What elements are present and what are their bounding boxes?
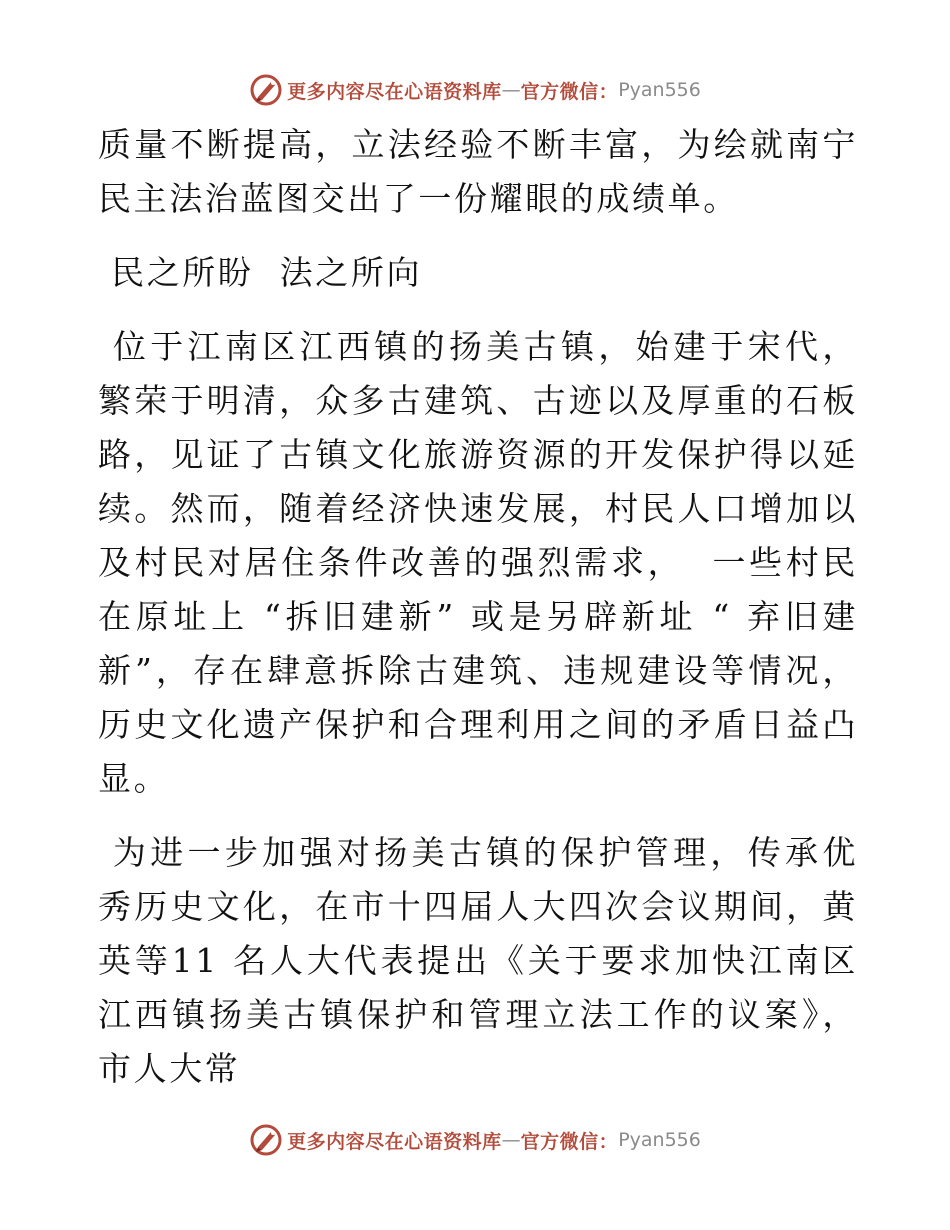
paragraph-2: 位于江南区江西镇的扬美古镇，始建于宋代，繁荣于明清，众多古建筑、古迹以及厚重的石板路，见证了古镇文化旅游资源的开发保护得以延续。然而，随着经济快速发展，村民人口增加以及村民对居住条件改善的强烈需求， 一些村民在原址上 “拆旧建新” 或是另辟新址 “ 弃旧建新”，存在肆意拆除古建筑、违规建设等情况，历史文化遗产保护和合理利用之间的矛盾日益凸显。 bbox=[98, 327, 859, 798]
banner-dash: — bbox=[501, 1129, 521, 1151]
banner-wechat-label: 官方微信： bbox=[520, 80, 619, 103]
document-body bbox=[98, 118, 858, 1116]
header-banner bbox=[0, 70, 950, 110]
pen-logo-icon bbox=[249, 73, 283, 107]
paragraph-3: 为进一步加强对扬美古镇的保护管理，传承优秀历史文化，在市十四届人大四次会议期间，黄英等11 名人大代表提出《关于要求加快江南区江西镇扬美古镇保护和管理立法工作的议案》，市人大常 bbox=[98, 833, 859, 1088]
pen-logo-icon bbox=[249, 1123, 283, 1157]
footer-banner bbox=[0, 1120, 950, 1160]
banner-lead-text: 更多内容尽在心语资料库 bbox=[287, 1130, 502, 1153]
section-heading: 民之所盼 法之所向 bbox=[98, 253, 423, 292]
paragraph-1: 质量不断提高，立法经验不断丰富，为绘就南宁民主法治蓝图交出了一份耀眼的成绩单。 bbox=[98, 125, 858, 218]
banner-wechat-id: Pyan556 bbox=[618, 1129, 701, 1151]
banner-wechat-id: Pyan556 bbox=[618, 79, 701, 101]
banner-wechat-label: 官方微信： bbox=[520, 1130, 619, 1153]
banner-dash: — bbox=[501, 79, 521, 101]
banner-lead-text: 更多内容尽在心语资料库 bbox=[287, 80, 502, 103]
